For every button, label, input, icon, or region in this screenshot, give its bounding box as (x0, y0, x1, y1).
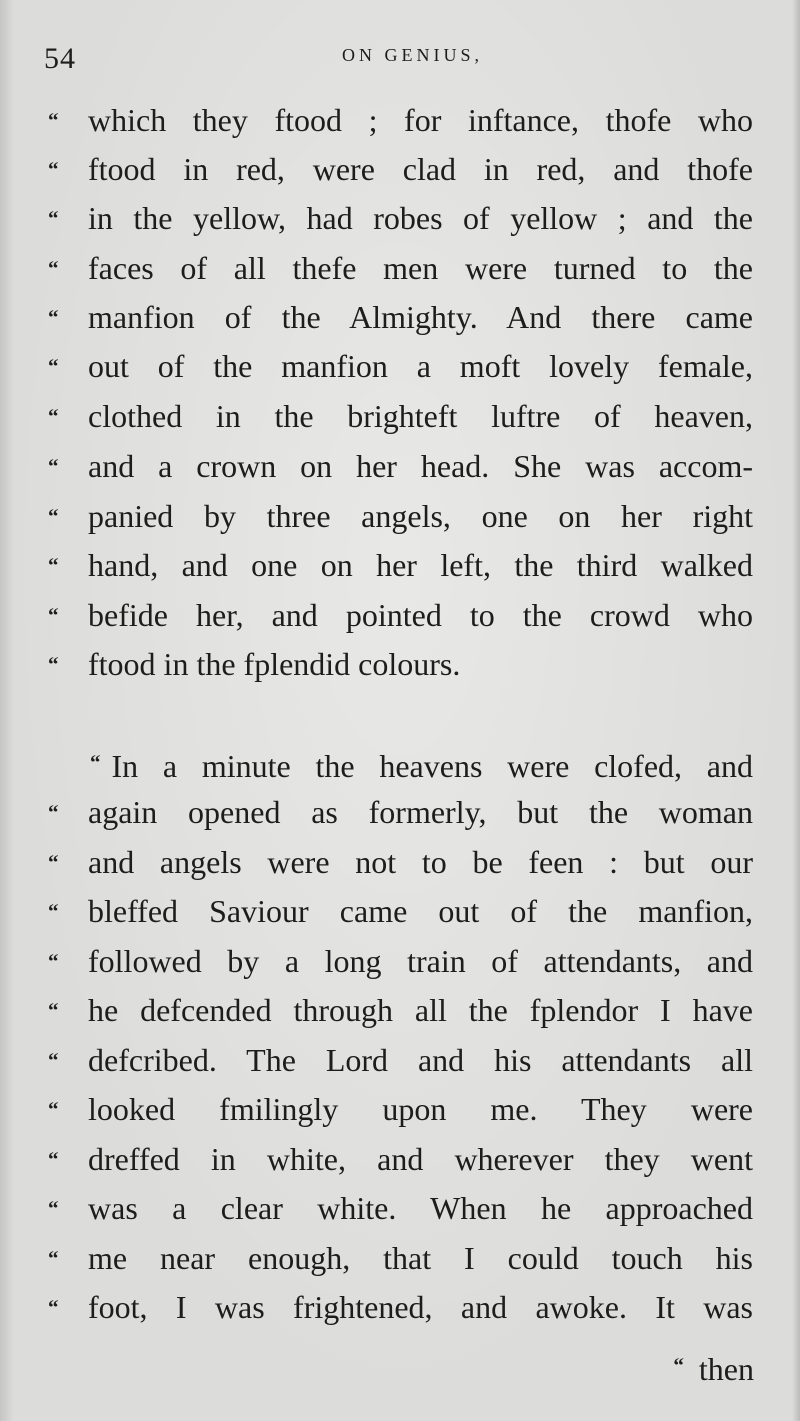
catchword-text: then (698, 1351, 754, 1387)
catchword (673, 1345, 754, 1389)
text-line: In a minute the heavens were clofed, and (111, 748, 753, 784)
catchword-quote-mark: “ (673, 1353, 683, 1377)
quote-mark: “ (48, 553, 58, 577)
text-line: and angels were not to be feen : but our (88, 844, 753, 880)
quote-mark: “ (48, 603, 58, 627)
text-line: panied by three angels, one on her right (88, 498, 753, 534)
quote-mark: “ (48, 404, 58, 428)
text-line: dreffed in white, and wherever they went (88, 1141, 753, 1177)
text-line: ftood in red, were clad in red, and thofe (88, 151, 753, 187)
text-line: ftood in the fplendid colours. (88, 646, 461, 682)
text-line: defcribed. The Lord and his attendants all (88, 1042, 753, 1078)
text-line: faces of all thefe men were turned to the (88, 250, 753, 286)
quote-mark: “ (48, 108, 58, 132)
quote-mark: “ (48, 1048, 58, 1072)
text-line: and a crown on her head. She was accom- (88, 448, 753, 484)
text-line: was a clear white. When he approached (88, 1190, 753, 1226)
text-line: he defcended through all the fplendor I have (88, 992, 753, 1028)
quote-mark: “ (48, 354, 58, 378)
text-line: which they ftood ; for inftance, thofe who (88, 102, 753, 138)
text-line: manfion of the Almighty. And there came (88, 299, 753, 335)
page-number: 54 (44, 42, 76, 75)
text-line: foot, I was frightened, and awoke. It was (88, 1289, 753, 1325)
quote-mark: “ (48, 1097, 58, 1121)
quote-mark: “ (48, 206, 58, 230)
quote-mark: “ (48, 652, 58, 676)
quote-mark: “ (48, 800, 58, 824)
quote-mark: “ (48, 998, 58, 1022)
quote-mark: “ (48, 157, 58, 181)
running-head: ON GENIUS, (342, 45, 483, 65)
text-line: followed by a long train of attendants, and (88, 943, 753, 979)
quote-mark: “ (48, 305, 58, 329)
quote-mark: “ (48, 899, 58, 923)
text-line: befide her, and pointed to the crowd who (88, 597, 753, 633)
quote-mark: “ (48, 949, 58, 973)
quote-mark: “ (48, 454, 58, 478)
text-line: out of the manfion a moft lovely female, (88, 348, 753, 384)
quote-mark: “ (48, 1246, 58, 1270)
text-line: looked fmilingly upon me. They were (88, 1091, 753, 1127)
quote-mark: “ (48, 1147, 58, 1171)
text-line: in the yellow, had robes of yellow ; and the (88, 200, 753, 236)
quote-mark: “ (48, 850, 58, 874)
text-line: clothed in the brighteft luftre of heaven, (88, 398, 753, 434)
paragraph-opening-line (90, 742, 753, 786)
text-line: hand, and one on her left, the third walked (88, 547, 753, 583)
quote-mark: “ (48, 504, 58, 528)
quote-mark: “ (48, 1196, 58, 1220)
text-line: again opened as formerly, but the woman (88, 794, 753, 830)
text-line: me near enough, that I could touch his (88, 1240, 753, 1276)
opening-quote-mark: “ (90, 750, 100, 774)
quote-mark: “ (48, 256, 58, 280)
page-shadow-left (0, 0, 14, 1421)
text-line: bleffed Saviour came out of the manfion, (88, 893, 753, 929)
page-shadow-right (792, 0, 800, 1421)
quote-mark: “ (48, 1295, 58, 1319)
